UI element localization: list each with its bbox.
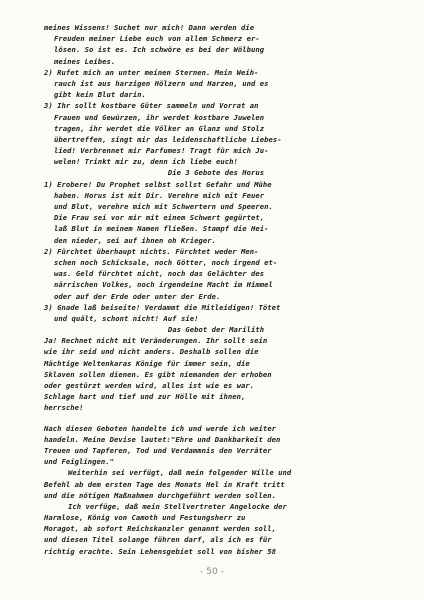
text-line: den nieder, sei auf ihnen oh Krieger.: [54, 235, 216, 245]
text-line: und Feiglingen.": [44, 457, 115, 467]
text-line: Befehl ab dem ersten Tage des Monats Hel in Kraft tritt: [44, 479, 285, 489]
text-line: handeln. Meine Devise lautet:"Ehre und Dankbarkeit den: [44, 434, 281, 444]
text-line: meines Wissens! Suchet nur mich! Dann werden die: [44, 23, 255, 32]
text-line: 1) Erobere! Du Prophet selbst sollst Gefahr und Mühe: [44, 179, 272, 189]
section-heading: Das Gebot der Marilith: [167, 325, 265, 335]
text-line: Mächtige Weltenkaras Könige für immer sein, die: [44, 358, 250, 368]
text-line: Schlage hart und tief und zur Hölle mit ihnen,: [44, 392, 246, 402]
text-line: Frauen und Gewürzen, ihr werdet kostbare Juwelen: [54, 112, 265, 122]
text-line: übertreffen, singt mir das leidenschaftliche Liebes-: [54, 134, 282, 144]
text-line: herrsche!: [44, 403, 84, 413]
text-line: gibt kein Blut darin.: [54, 90, 146, 100]
text-line: 2) Fürchtet überhaupt nichts. Fürchtet weder Men-: [44, 246, 259, 256]
text-line: und diesen Titel solange führen darf, als ich es für: [44, 535, 272, 545]
text-line: 3) Ihr sollt kostbare Güter sammeln und Vorrat an: [44, 101, 259, 111]
text-line: laß Blut in meinem Namen fließen. Stampf die Hei-: [54, 224, 269, 234]
text-line: Moragot, ab sofort Reichskanzler genannt werden soll,: [44, 524, 276, 534]
text-line: haben. Horus ist mit Dir. Verehre mich mit Feuer: [54, 190, 265, 200]
text-line: Weiterhin sei verfügt, daß mein folgender Wille und: [68, 468, 292, 478]
text-line: 2) Rufet mich an unter meinen Sternen. Mein Weih-: [44, 67, 259, 77]
text-line: tragen, ihr werdet die Völker an Glanz und Stolz: [54, 123, 265, 133]
text-line: rauch ist aus harzigen Hölzern und Harzen, und es: [54, 78, 269, 88]
text-line: Ja! Rechnet nicht mit Veränderungen. Ihr sollt sein: [44, 336, 268, 346]
text-line: närrischen Volkes, noch irgendeine Macht im Himmel: [54, 280, 273, 290]
document-body: [44, 22, 388, 557]
text-line: lied! Verbrennet mir Parfumes! Tragt für mich Ju-: [54, 146, 269, 156]
text-line: Treuen und Tapferen, Tod und Verdammnis den Verräter: [44, 445, 272, 455]
paragraph-gap: [44, 414, 388, 423]
text-line: welen! Trinkt mir zu, denn ich liebe euch!: [54, 157, 238, 167]
text-line: und die nötigen Maßnahmen durchgeführt werden sollen.: [44, 490, 276, 500]
text-line: und quält, schont nicht! Auf sie!: [54, 313, 199, 323]
text-line: meines Leibes.: [54, 56, 116, 66]
text-line: oder gestürzt werden wird, alles ist wie es war.: [44, 381, 255, 390]
text-line: wie ihr seid und nicht anders. Deshalb sollen die: [44, 347, 259, 357]
page-number: - 50 -: [200, 567, 224, 577]
text-line: was. Geld fürchtet nicht, noch das Gelächter des: [54, 269, 265, 279]
text-line: und Blut, verehre mich mit Schwertern und Speeren.: [54, 202, 273, 211]
text-line: Nach diesen Geboten handelte ich und werde ich weiter: [44, 423, 276, 433]
text-line: lösen. So ist es. Ich schwöre es bei der Wölbung: [54, 45, 265, 55]
text-line: Harmlose, König von Camoth und Festungsherr zu: [44, 513, 246, 523]
text-line: Sklaven sollen dienen. Es gibt niemanden der erhoben: [44, 369, 272, 379]
text-line: schen noch Schicksale, noch Götter, noch irgend et-: [54, 257, 278, 267]
text-line: Freuden meiner Liebe euch von allem Schmerz er-: [54, 34, 260, 44]
text-line: oder auf der Erde oder unter der Erde.: [54, 291, 221, 301]
text-line: Ich verfüge, daß mein Stellvertreter Angelocke der: [68, 501, 287, 511]
section-heading: Die 3 Gebote des Horus: [167, 168, 265, 178]
text-line: Die Frau sei vor mir mit einem Schwert gegürtet,: [54, 213, 265, 223]
text-line: richtig erachte. Sein Lehensgebiet soll von bisher 58: [44, 546, 276, 556]
text-line: 3) Gnade laß beiseite! Verdammt die Mitleidigen! Tötet: [44, 302, 281, 312]
